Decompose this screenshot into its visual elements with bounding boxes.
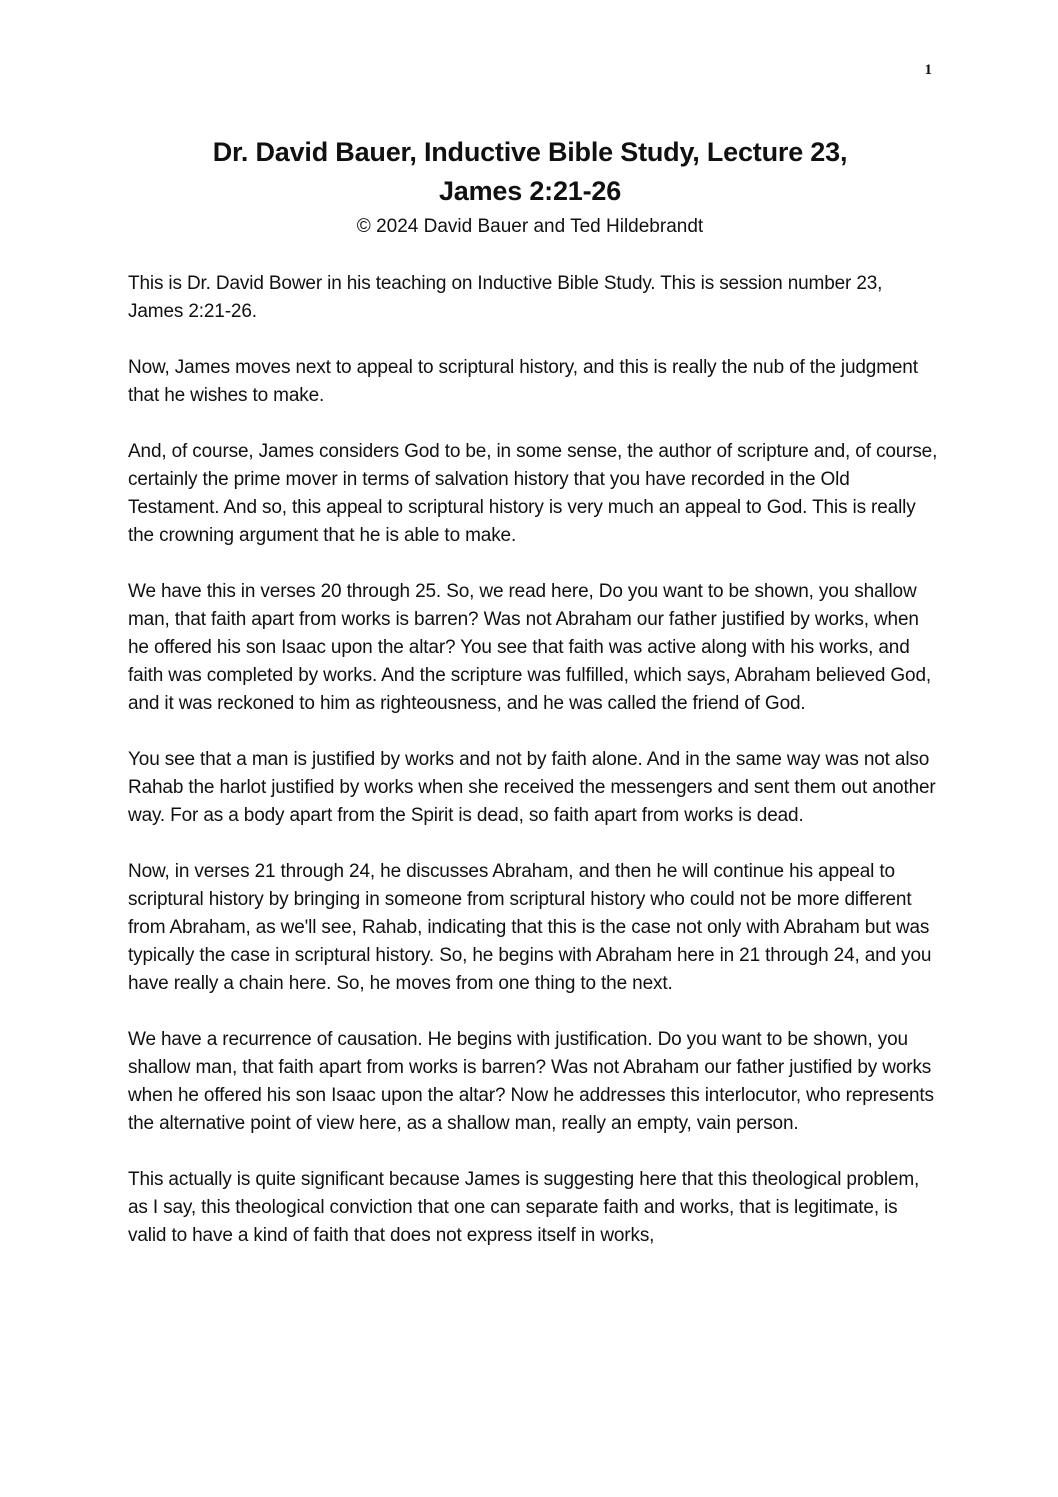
paragraph: Now, James moves next to appeal to scriptural history, and this is really the nub of the judgment that he wishes to make.: [128, 357, 918, 406]
paragraph: And, of course, James considers God to be, in some sense, the author of scripture and, of course, certainly the prime mover in terms of salvation history that you have recorded in the Old Testament. And so, this appeal to scriptural history is very much an appeal to God. This is really the crowning argument that he is able to make.: [128, 441, 938, 546]
copyright-line: © 2024 David Bauer and Ted Hildebrandt: [356, 216, 704, 237]
document-title: [110, 133, 950, 211]
paragraph: We have a recurrence of causation. He begins with justification. Do you want to be shown, you shallow man, that faith apart from works is barren? Was not Abraham our father justified by works when he offered his son Isaac upon the altar? Now he addresses this interlocutor, who represents the alternative point of view here, as a shallow man, really an empty, vain person.: [128, 1029, 934, 1134]
paragraph: You see that a man is justified by works and not by faith alone. And in the same way was not also Rahab the harlot justified by works when she received the messengers and sent them out another way. For as a body apart from the Spirit is dead, so faith apart from works is dead.: [128, 749, 936, 826]
title-line-2: James 2:21-26: [438, 176, 622, 206]
page-number: 1: [924, 62, 932, 78]
title-line-1: Dr. David Bauer, Inductive Bible Study, Lecture 23,: [212, 137, 848, 167]
paragraph: We have this in verses 20 through 25. So, we read here, Do you want to be shown, you shallow man, that faith apart from works is barren? Was not Abraham our father justified by works, when he offered his son Isaac upon the altar? You see that faith was active along with his works, and faith was completed by works. And the scripture was fulfilled, which says, Abraham believed God, and it was reckoned to him as righteousness, and he was called the friend of God.: [128, 581, 931, 714]
paragraph: This actually is quite significant because James is suggesting here that this theological problem, as I say, this theological conviction that one can separate faith and works, that is legitimate, is valid to have a kind of faith that does not express itself in works,: [128, 1169, 920, 1246]
paragraph: This is Dr. David Bower in his teaching on Inductive Bible Study. This is session number 23, James 2:21-26.: [128, 273, 883, 322]
document-body: [128, 270, 938, 1278]
paragraph: Now, in verses 21 through 24, he discusses Abraham, and then he will continue his appeal to scriptural history by bringing in someone from scriptural history who could not be more different from Abraham, as we'll see, Rahab, indicating that this is the case not only with Abraham but was typically the case in scriptural history. So, he begins with Abraham here in 21 through 24, and you have really a chain here. So, he moves from one thing to the next.: [128, 861, 932, 994]
